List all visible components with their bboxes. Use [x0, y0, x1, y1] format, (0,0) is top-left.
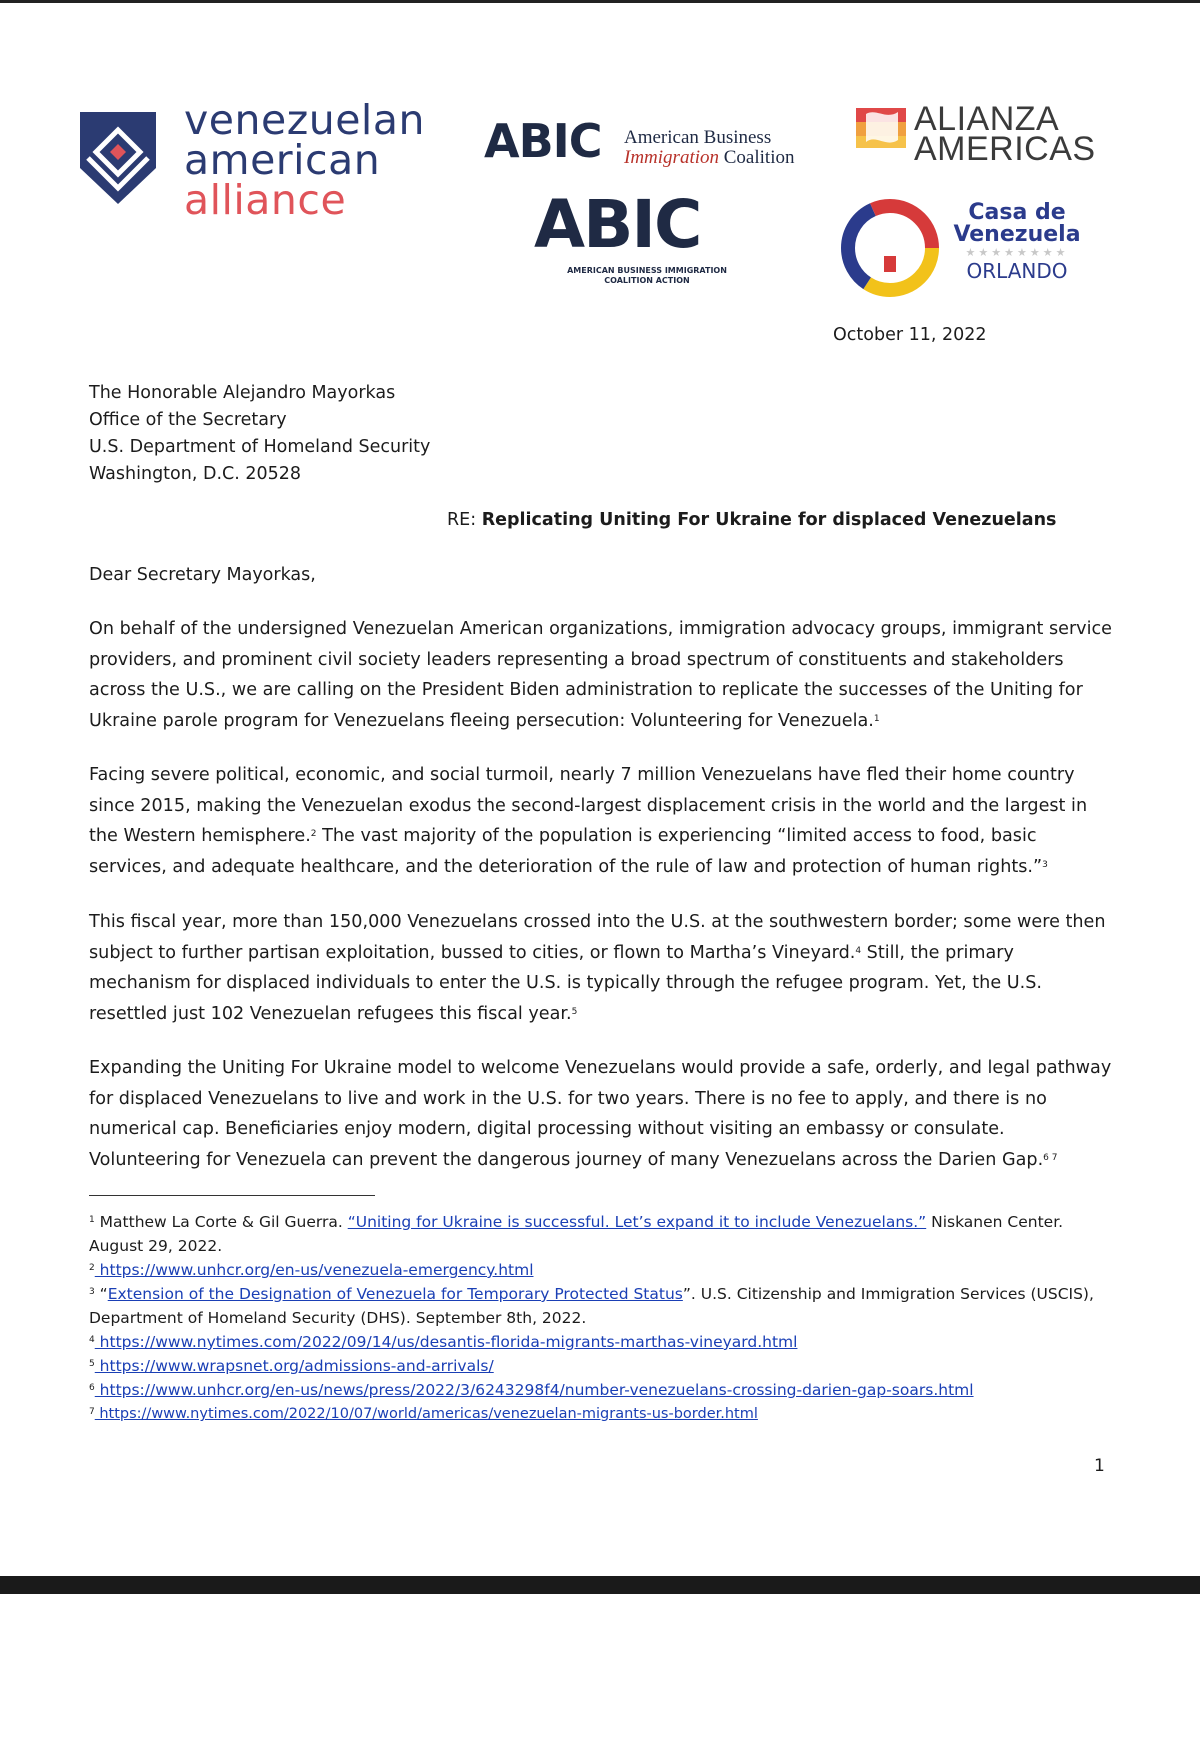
- casa-house-icon: [840, 198, 940, 298]
- footnote-5-link[interactable]: https://www.wrapsnet.org/admissions-and-arrivals/: [94, 1357, 494, 1375]
- footnote-ref: 2: [310, 829, 317, 839]
- subject-line: [447, 510, 1056, 530]
- vaa-line1: venezuelan: [184, 96, 425, 144]
- footnote-1: [89, 1210, 1119, 1258]
- address-line: U.S. Department of Homeland Security: [89, 437, 431, 457]
- abic-action-caption-2: COALITION ACTION: [604, 276, 690, 285]
- footnote-1-post: Niskanen Center. August 29, 2022.: [89, 1213, 1064, 1255]
- vaa-line3: alliance: [184, 176, 347, 224]
- footnote-4: [89, 1330, 1119, 1354]
- footnote-number: 2: [89, 1263, 95, 1273]
- paragraph-2-text-a: Facing severe political, economic, and social turmoil, nearly 7 million Venezuelans have fled their home country since 2015, making the Venezuelan exodus the second-largest displacement crisis in the world and the largest in the Western hemisphere.: [89, 765, 1088, 846]
- footnote-number: 5: [89, 1359, 95, 1369]
- paragraph-2-text-b: The vast majority of the population is experiencing “limited access to food, basic services, and adequate healthcare, and the deterioration of the rule of law and protection of human rights.”: [89, 826, 1043, 877]
- letter-date: October 11, 2022: [833, 325, 987, 345]
- paragraph-2: [89, 760, 1119, 882]
- footnote-ref: 6 7: [1043, 1152, 1058, 1163]
- paragraph-1: [89, 614, 1119, 736]
- footnote-4-link[interactable]: https://www.nytimes.com/2022/09/14/us/desantis-florida-migrants-marthas-vineyard.html: [94, 1333, 798, 1351]
- footnote-2: [89, 1258, 1119, 1282]
- re-label: RE:: [447, 510, 482, 530]
- casa-line2: Venezuela: [953, 222, 1081, 247]
- footnote-3-link[interactable]: Extension of the Designation of Venezuela for Temporary Protected Status: [107, 1285, 683, 1303]
- vaa-shield-icon: [78, 108, 158, 208]
- casa-line1: Casa de: [968, 200, 1066, 225]
- paragraph-1-text: On behalf of the undersigned Venezuelan American organizations, immigration advocacy groups, immigrant service providers, and prominent civil society leaders representing a broad spectrum of constituents and stakeholders across the U.S., we are calling on the President Biden administration to replicate the successes of the Uniting for Ukraine parole program for Venezuelans fleeing persecution: Volunteering for Venezuela.: [89, 619, 1112, 731]
- abic-name-italic: Immigration: [624, 147, 719, 168]
- footnote-number: 7: [89, 1407, 95, 1417]
- top-border: [0, 0, 1200, 3]
- footnote-ref: 3: [1042, 859, 1048, 870]
- abic-action-logo: [534, 186, 754, 292]
- footnote-separator: [89, 1195, 375, 1196]
- casa-de-venezuela-logo: [840, 198, 1110, 298]
- footnote-3-pre: “: [94, 1285, 108, 1303]
- page-number: 1: [1094, 1456, 1105, 1476]
- footnote-ref: 5: [571, 1006, 578, 1017]
- casa-stars: ★★★★★★★★: [965, 247, 1069, 259]
- paragraph-4-text: Expanding the Uniting For Ukraine model to welcome Venezuelans would provide a safe, orderly, and legal pathway for displaced Venezuelans to live and work in the U.S. for two years. There is no fee to apply, and there is no numerical cap. Beneficiaries enjoy modern, digital processing without visiting an embassy or consulate. Volunteering for Venezuela can prevent the dangerous journey of many Venezuelans across the Darien Gap.: [89, 1058, 1112, 1170]
- alianza-americas-logo: [856, 100, 1096, 168]
- footnote-7-link[interactable]: https://www.nytimes.com/2022/10/07/world/americas/venezuelan-migrants-us-border.html: [94, 1406, 758, 1422]
- address-line: The Honorable Alejandro Mayorkas: [89, 383, 396, 403]
- paragraph-3-text-b: Still, the primary mechanism for displaced individuals to enter the U.S. is typically through the refugee program. Yet, the U.S. resettled just 102 Venezuelan refugees this fiscal year.: [89, 942, 1042, 1024]
- paragraph-3: [89, 907, 1119, 1029]
- footnote-1-link[interactable]: “Uniting for Ukraine is successful. Let’s expand it to include Venezuelans.”: [347, 1213, 927, 1231]
- paragraph-3-text-a: This fiscal year, more than 150,000 Venezuelans crossed into the U.S. at the southwestern border; some were then subject to further partisan exploitation, bussed to cities, or flown to Martha’s Vineyard.: [89, 912, 1106, 963]
- recipient-address: [89, 380, 430, 488]
- venezuelan-american-alliance-logo: [78, 96, 448, 224]
- footnote-1-pre: Matthew La Corte & Gil Guerra.: [94, 1213, 348, 1231]
- abic-logo: [484, 100, 824, 180]
- footnote-5: [89, 1354, 1119, 1378]
- footnote-3-post: ”. U.S. Citizenship and Immigration Services (USCIS), Department of Homeland Security (DHS). September 8th, 2022.: [89, 1285, 1094, 1327]
- footnote-number: 6: [89, 1383, 95, 1393]
- abic-action-letters: ABIC: [534, 186, 701, 263]
- footnote-ref: 1: [873, 713, 880, 724]
- abic-name-line1: American Business: [624, 127, 772, 148]
- abic-letters: ABIC: [484, 114, 602, 168]
- casa-line3: ORLANDO: [966, 259, 1068, 283]
- footnote-number: 3: [89, 1287, 95, 1297]
- footnote-6: [89, 1378, 1119, 1402]
- address-line: Washington, D.C. 20528: [89, 464, 302, 484]
- abic-name-rest: Coalition: [719, 147, 795, 168]
- footnote-ref: 4: [855, 945, 862, 956]
- footnote-3: [89, 1282, 1119, 1330]
- footnote-number: 4: [89, 1335, 95, 1345]
- footnote-6-link[interactable]: https://www.unhcr.org/en-us/news/press/2022/3/6243298f4/number-venezuelans-crossing-darien-gap-soars.html: [94, 1381, 974, 1399]
- salutation: Dear Secretary Mayorkas,: [89, 565, 316, 585]
- footnote-2-link[interactable]: https://www.unhcr.org/en-us/venezuela-emergency.html: [94, 1261, 534, 1279]
- bottom-border: [0, 1576, 1200, 1594]
- alianza-line1: ALIANZA: [914, 100, 1060, 138]
- alianza-flag-icon: [856, 104, 910, 152]
- footnote-number: 1: [89, 1215, 95, 1225]
- alianza-line2: AMERICAS: [914, 130, 1096, 168]
- abic-action-caption-1: AMERICAN BUSINESS IMMIGRATION: [567, 266, 727, 275]
- address-line: Office of the Secretary: [89, 410, 287, 430]
- paragraph-4: [89, 1053, 1119, 1175]
- footnote-7: [89, 1402, 1119, 1426]
- re-subject: Replicating Uniting For Ukraine for displaced Venezuelans: [481, 510, 1057, 530]
- vaa-line2: american: [184, 136, 381, 184]
